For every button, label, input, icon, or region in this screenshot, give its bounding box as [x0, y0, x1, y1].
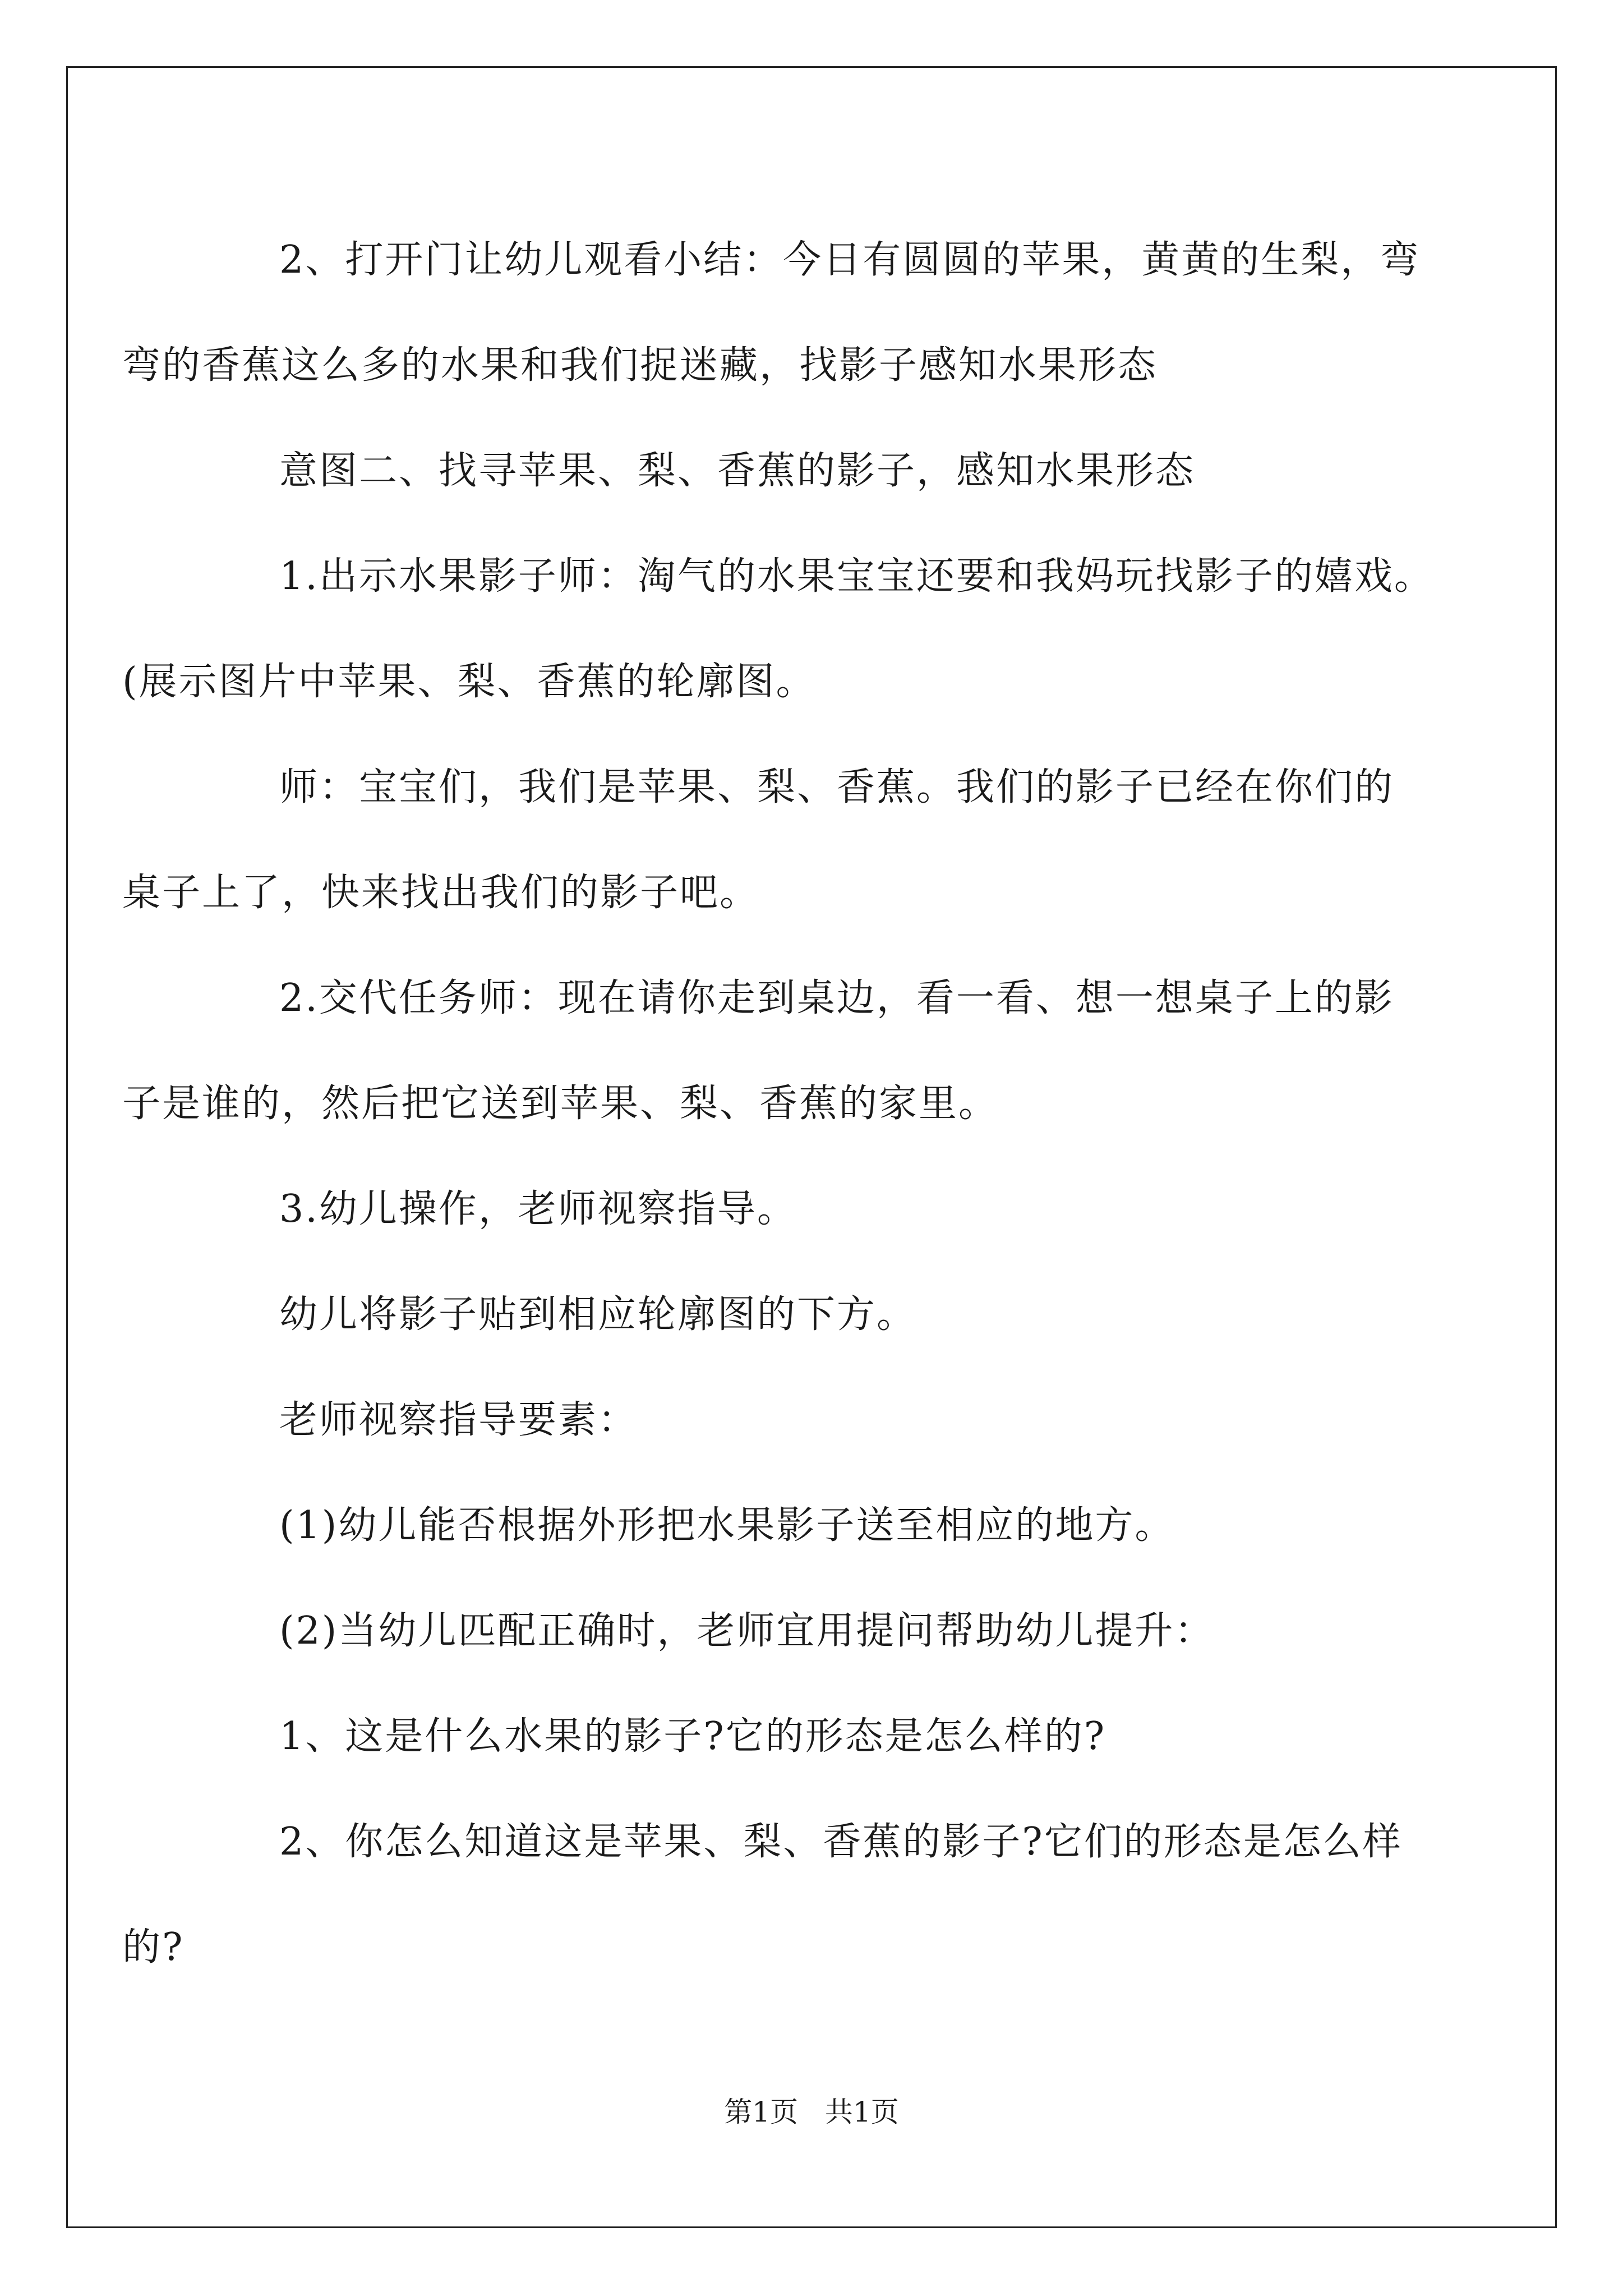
paragraph-line: 幼儿将影子贴到相应轮廓图的下方。	[279, 1292, 917, 1337]
paragraph-9	[201, 1473, 1435, 1579]
paragraph-line: (2)当幼儿匹配正确时，老师宜用提问帮助幼儿提升：	[279, 1609, 1215, 1653]
paragraph-2	[201, 418, 1435, 524]
paragraph-line: 1、这是什么水果的影子?它的形态是怎么样的?	[279, 1714, 1106, 1759]
paragraph-1	[122, 208, 1435, 418]
paragraph-12	[122, 1789, 1435, 2000]
paragraph-line: 老师视察指导要素：	[279, 1398, 638, 1442]
paragraph-line: 1.出示水果影子师：淘气的水果宝宝还要和我妈玩找影子的嬉戏。	[279, 554, 1434, 599]
paragraph-line: 3.幼儿操作，老师视察指导。	[279, 1187, 797, 1231]
paragraph-line: 弯的香蕉这么多的水果和我们捉迷藏，找影子感知水果形态	[122, 343, 1158, 388]
paragraph-5	[122, 946, 1435, 1157]
paragraph-4	[122, 735, 1435, 946]
paragraph-line: 子是谁的，然后把它送到苹果、梨、香蕉的家里。	[122, 1082, 999, 1126]
paragraph-line: 师：宝宝们，我们是苹果、梨、香蕉。我们的影子已经在你们的	[279, 765, 1395, 809]
paragraph-line: 2、你怎么知道这是苹果、梨、香蕉的影子?它们的形态是怎么样	[279, 1820, 1403, 1864]
paragraph-11	[201, 1684, 1435, 1789]
paragraph-line: 2.交代任务师：现在请你走到桌边，看一看、想一想桌子上的影	[279, 976, 1394, 1020]
paragraph-8	[201, 1368, 1435, 1473]
paragraph-7	[201, 1262, 1435, 1368]
paragraph-10	[201, 1579, 1435, 1684]
page-number-total: 共1页	[825, 2096, 899, 2128]
paragraph-line: (展示图片中苹果、梨、香蕉的轮廓图。	[122, 660, 816, 704]
page-number-current: 第1页	[724, 2096, 798, 2128]
paragraph-line: 2、打开门让幼儿观看小结：今日有圆圆的苹果，黄黄的生梨，弯	[279, 238, 1421, 282]
paragraph-6	[201, 1157, 1435, 1262]
paragraph-line: 桌子上了，快来找出我们的影子吧。	[122, 871, 760, 915]
page-footer	[0, 2095, 1623, 2129]
paragraph-3	[122, 524, 1435, 735]
paragraph-line: 的?	[122, 1925, 185, 1970]
document-body	[122, 208, 1435, 2000]
paragraph-line: 意图二、找寻苹果、梨、香蕉的影子，感知水果形态	[279, 449, 1196, 493]
paragraph-line: (1)幼儿能否根据外形把水果影子送至相应的地方。	[279, 1503, 1175, 1548]
